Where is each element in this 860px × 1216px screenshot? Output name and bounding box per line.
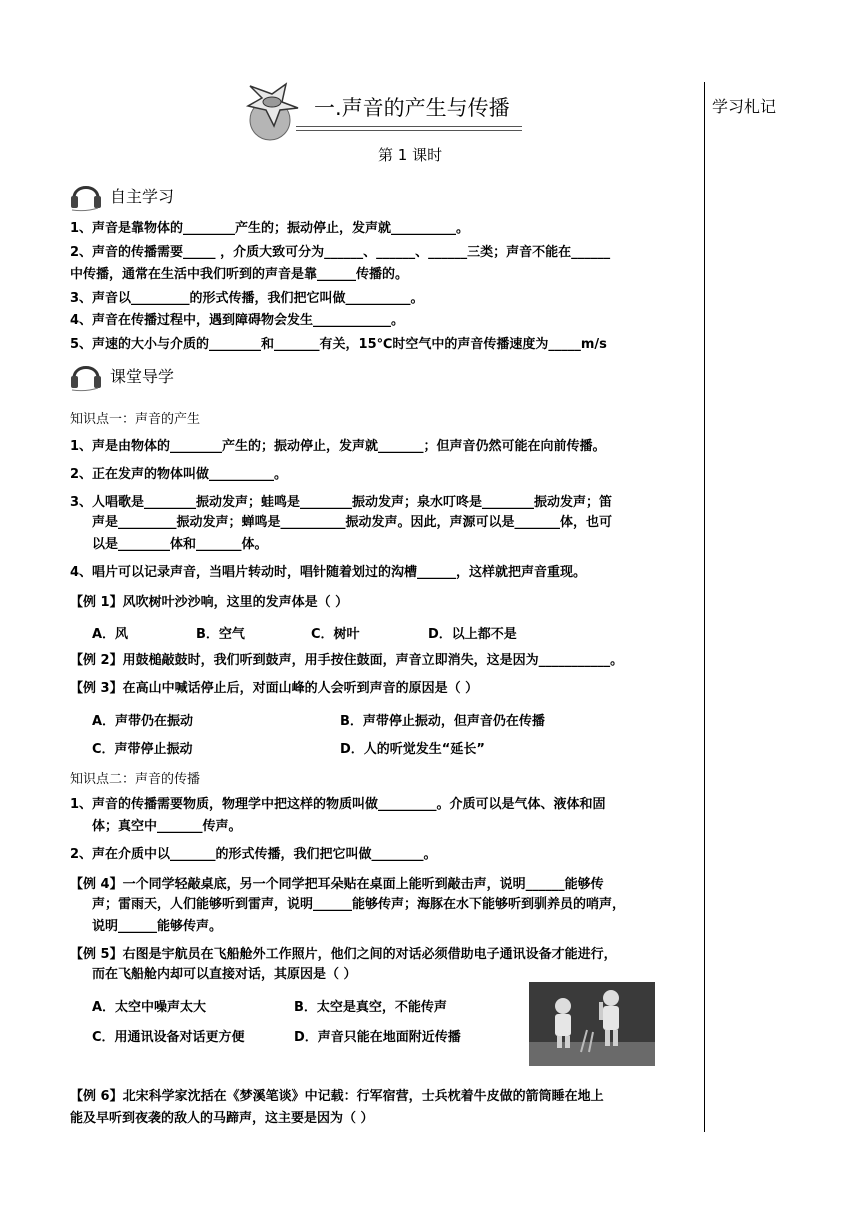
exercise-line: 3、人唱歌是________振动发声；蛙鸣是________振动发声；泉水叮咚是________振动发声；笛 [70, 495, 613, 510]
exercise-line: 1、声音是靠物体的________产生的；振动停止，发声就__________。 [70, 221, 470, 236]
exercise-line: 2、声在介质中以_______的形式传播，我们把它叫做________。 [70, 847, 437, 862]
exercise-line: 2、正在发声的物体叫做__________。 [70, 467, 288, 482]
exercise-line: 5、声速的大小与介质的________和_______有关，15℃时空气中的声音传播速度为_____m/s [70, 337, 607, 352]
answer-option: D．声音只能在地面附近传播 [294, 1030, 461, 1045]
knowledge-point-heading: 知识点一：声音的产生 [70, 412, 201, 427]
sidebar-title: 学习札记 [712, 97, 777, 116]
exercise-line: 声是_________振动发声；蝉鸣是__________振动发声。因此，声源可以是_______体，也可 [92, 515, 613, 530]
answer-option: D．以上都不是 [428, 627, 517, 642]
title-rule [296, 126, 522, 127]
example-question: 【例 4】一个同学轻敲桌底，另一个同学把耳朵贴在桌面上能听到敲击声，说明______能够传 [70, 877, 604, 892]
exercise-line: 4、唱片可以记录声音，当唱片转动时，唱针随着划过的沟槽______，这样就把声音重现。 [70, 565, 587, 580]
headphones-icon [68, 178, 104, 212]
section-title: 课堂导学 [110, 367, 175, 386]
knowledge-point-heading: 知识点二：声音的传播 [70, 772, 201, 787]
answer-option: C．用通讯设备对话更方便 [92, 1030, 245, 1045]
example-question: 【例 3】在高山中喊话停止后，对面山峰的人会听到声音的原因是（ ） [70, 681, 479, 696]
lesson-subtitle: 第 1 课时 [378, 146, 443, 164]
exercise-line: 体；真空中_______传声。 [92, 819, 242, 834]
answer-option: A．风 [92, 627, 129, 642]
exercise-line: 4、声音在传播过程中，遇到障碍物会发生____________。 [70, 313, 405, 328]
exercise-line: 1、声音的传播需要物质，物理学中把这样的物质叫做_________。介质可以是气体、液体和固 [70, 797, 606, 812]
section-title: 自主学习 [110, 187, 175, 206]
sidebar-rule [704, 82, 705, 1132]
answer-option: B．空气 [196, 627, 245, 642]
satellite-dish-icon [242, 80, 304, 142]
exercise-line: 2、声音的传播需要_____ ，介质大致可分为______、______、______三类；声音不能在______ [70, 245, 611, 260]
answer-option: B．声带停止振动，但声音仍在传播 [340, 714, 545, 729]
astronaut-photo [529, 982, 655, 1066]
example-question: 【例 5】右图是宇航员在飞船舱外工作照片，他们之间的对话必须借助电子通讯设备才能进行， [70, 947, 617, 962]
exercise-line: 1、声是由物体的________产生的；振动停止，发声就_______；但声音仍然可能在向前传播。 [70, 439, 606, 454]
headphones-icon [68, 358, 104, 392]
answer-option: D．人的听觉发生“延长” [340, 742, 485, 757]
answer-option: C．声带停止振动 [92, 742, 193, 757]
example-question: 能及早听到夜袭的敌人的马蹄声，这主要是因为（ ） [70, 1111, 374, 1126]
example-question: 【例 6】北宋科学家沈括在《梦溪笔谈》中记载：行军宿营，士兵枕着牛皮做的箭筒睡在地上 [70, 1089, 604, 1104]
answer-option: B．太空是真空，不能传声 [294, 1000, 447, 1015]
page-title: 一.声音的产生与传播 [314, 96, 510, 120]
answer-option: C．树叶 [311, 627, 360, 642]
example-question: 【例 1】风吹树叶沙沙响，这里的发声体是（ ） [70, 595, 349, 610]
example-question: 声；雷雨天，人们能够听到雷声，说明______能够传声；海豚在水下能够听到驯养员的哨声， [92, 897, 626, 912]
answer-option: A．太空中噪声太大 [92, 1000, 207, 1015]
exercise-line: 以是________体和_______体。 [92, 537, 268, 552]
example-question: 而在飞船舱内却可以直接对话，其原因是（ ） [92, 967, 357, 982]
answer-option: A．声带仍在振动 [92, 714, 194, 729]
exercise-line: 中传播，通常在生活中我们听到的声音是靠______传播的。 [70, 267, 409, 282]
example-question: 【例 2】用鼓槌敲鼓时，我们听到鼓声，用手按住鼓面，声音立即消失，这是因为___________。 [70, 653, 624, 668]
exercise-line: 3、声音以_________的形式传播，我们把它叫做__________。 [70, 291, 424, 306]
example-question: 说明______能够传声。 [92, 919, 223, 934]
title-rule [296, 130, 522, 131]
